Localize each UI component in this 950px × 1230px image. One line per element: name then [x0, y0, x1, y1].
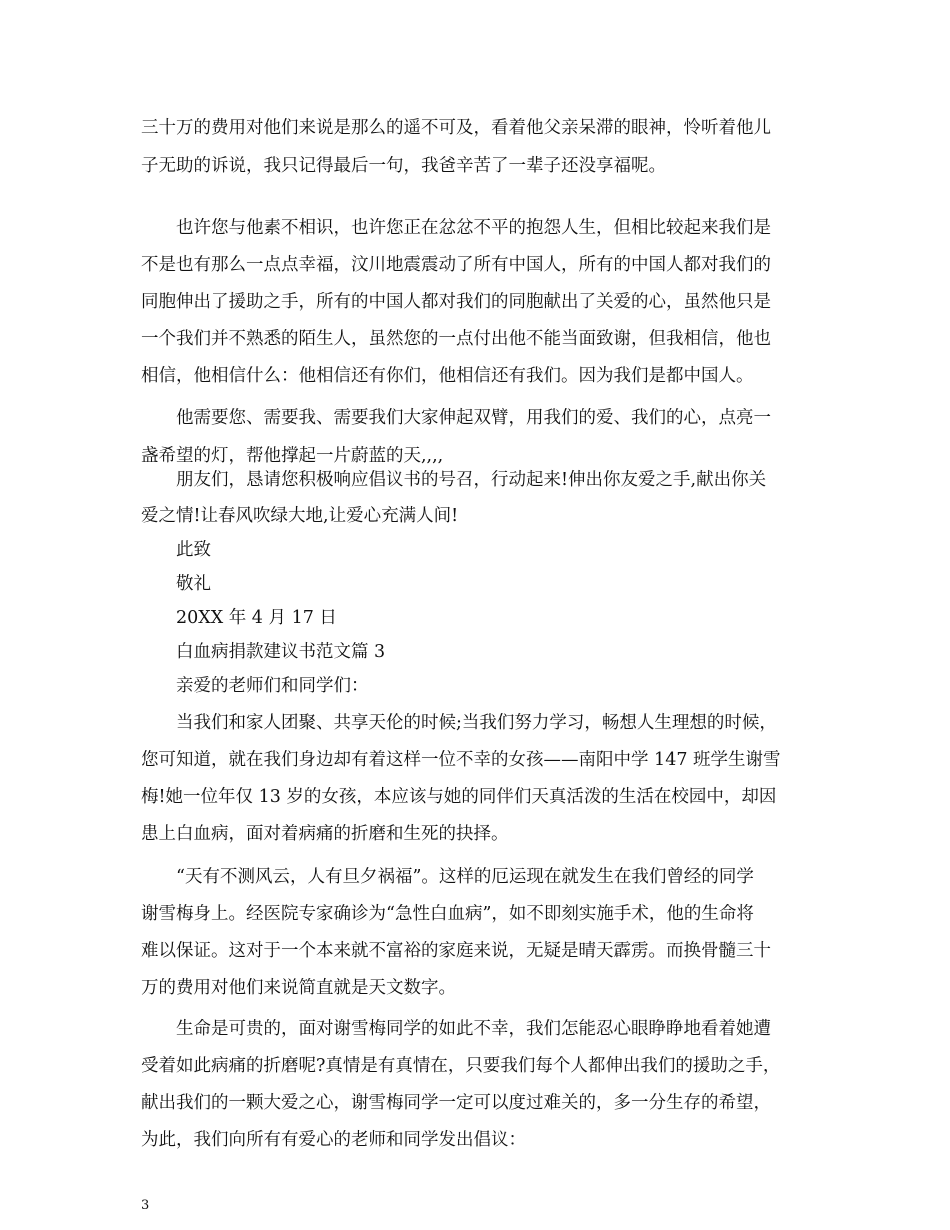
salutation: 亲爱的老师们和同学们： [176, 676, 369, 696]
text-line: 不是也有那么一点点幸福，汶川地震震动了所有中国人，所有的中国人都对我们的 [141, 255, 771, 275]
date-line: 20XX 年 4 月 17 日 [176, 608, 337, 628]
page-number: 3 [141, 1198, 150, 1213]
text-line: 相信，他相信什么：他相信还有你们，他相信还有我们。因为我们是都中国人。 [141, 366, 754, 386]
text-line: “天有不测风云，人有旦夕祸福”。这样的厄运现在就发生在我们曾经的同学 [176, 867, 754, 887]
text-line: 也许您与他素不相识，也许您正在忿忿不平的抱怨人生，但相比较起来我们是 [176, 218, 771, 238]
text-line: 谢雪梅身上。经医院专家确诊为“急性白血病”，如不即刻实施手术，他的生命将 [141, 904, 754, 924]
text-line: 三十万的费用对他们来说是那么的遥不可及，看着他父亲呆滞的眼神，怜听着他儿 [141, 118, 771, 138]
text-line: 难以保证。这对于一个本来就不富裕的家庭来说，无疑是晴天霹雳。而换骨髓三十 [141, 941, 771, 961]
text-line: 子无助的诉说，我只记得最后一句，我爸辛苦了一辈子还没享福呢。 [141, 156, 666, 176]
text-line: 同胞伸出了援助之手，所有的中国人都对我们的同胞献出了关爱的心，虽然他只是 [141, 292, 771, 312]
text-line: 受着如此病痛的折磨呢?真情是有真情在，只要我们每个人都伸出我们的援助之手， [141, 1056, 781, 1076]
text-line: 梅!她一位年仅 13 岁的女孩，本应该与她的同伴们天真活泼的生活在校园中，却因 [141, 787, 777, 807]
text-line: 献出我们的一颗大爱之心，谢雪梅同学一定可以度过难关的，多一分生存的希望， [141, 1093, 771, 1113]
text-line: 万的费用对他们来说简直就是天文数字。 [141, 978, 456, 998]
closing-line: 敬礼 [176, 574, 211, 594]
text-line: 朋友们，恳请您积极响应倡议书的号召，行动起来!伸出你友爱之手,献出你关 [176, 470, 767, 490]
text-line: 为此，我们向所有有爱心的老师和同学发出倡议： [141, 1130, 526, 1150]
text-line: 生命是可贵的，面对谢雪梅同学的如此不幸，我们怎能忍心眼睁睁地看着她遭 [176, 1019, 771, 1039]
text-line: 您可知道，就在我们身边却有着这样一位不幸的女孩——南阳中学 147 班学生谢雪 [141, 750, 781, 770]
text-line: 他需要您、需要我、需要我们大家伸起双臂，用我们的爱、我们的心，点亮一 [176, 408, 771, 428]
text-line: 一个我们并不熟悉的陌生人，虽然您的一点付出他不能当面致谢，但我相信，他也 [141, 329, 771, 349]
text-line: 患上白血病，面对着病痛的折磨和生死的抉择。 [141, 824, 509, 844]
text-line: 盏希望的灯，帮他撑起一片蔚蓝的天,,,, [141, 446, 444, 466]
text-line: 爱之情!让春风吹绿大地,让爱心充满人间! [141, 506, 459, 526]
closing-line: 此致 [176, 540, 211, 560]
text-line: 当我们和家人团聚、共享天伦的时候;当我们努力学习，畅想人生理想的时候， [176, 713, 777, 733]
section-title: 白血病捐款建议书范文篇 3 [176, 642, 386, 662]
